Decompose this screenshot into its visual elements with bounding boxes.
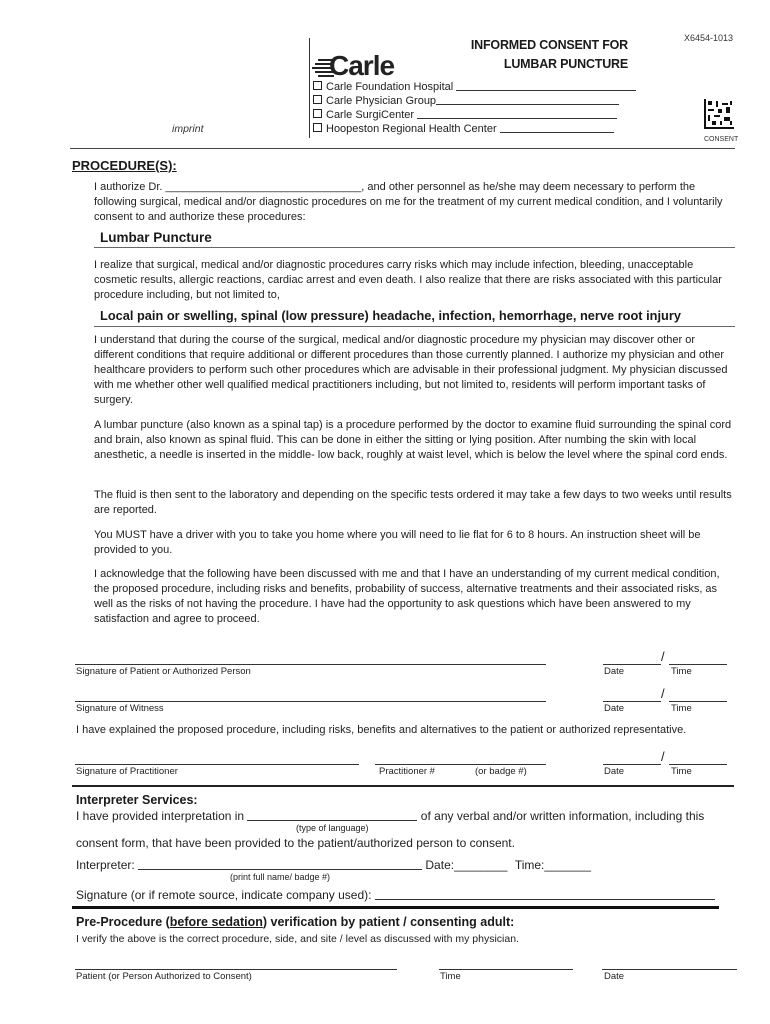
- paragraph-discover: I understand that during the course of the surgical, medical and/or diagnostic procedure my physician may discover other or different conditions that require additional or different procedures than those currently planned. I authorize my physician and other healthcare providers to perform such other procedures which are advisable in their professional judgment. My physician discussed with me whether other well qualified medical practitioners including, but not limited to, residents will perform important tasks of surgery.: [94, 334, 728, 406]
- facility-option[interactable]: Carle SurgiCenter: [313, 108, 636, 122]
- date-label: Date: [604, 703, 625, 714]
- time-label: Time: [671, 766, 692, 777]
- interpreter-signature-row: Signature (or if remote source, indicate company used):: [76, 888, 715, 902]
- procedures-heading: PROCEDURE(S):: [72, 158, 177, 173]
- interpreter-signature-input[interactable]: [375, 889, 715, 900]
- preprocedure-time-line[interactable]: [439, 969, 573, 970]
- practitioner-signature-label: Signature of Practitioner: [76, 766, 178, 777]
- name-hint: (print full name/ badge #): [230, 872, 331, 882]
- facility-option[interactable]: Carle Foundation Hospital: [313, 80, 636, 94]
- practitioner-time-line[interactable]: [669, 764, 727, 765]
- preprocedure-divider: [72, 906, 719, 909]
- date-time-slash: /: [661, 749, 665, 764]
- paragraph-laboratory: The fluid is then sent to the laboratory and depending on the specific tests ordered it may take a few days to two weeks until results are reported.: [94, 489, 732, 516]
- preprocedure-statement: I verify the above is the correct procedure, side, and site / level as discussed with my physician.: [76, 933, 519, 945]
- header-divider: [309, 38, 310, 138]
- witness-signature-line[interactable]: [75, 701, 546, 702]
- practitioner-date-line[interactable]: [603, 764, 661, 765]
- header-rule: [70, 148, 735, 149]
- witness-signature-label: Signature of Witness: [76, 703, 164, 714]
- badge-label: (or badge #): [475, 766, 527, 777]
- form-code: X6454-1013: [684, 33, 734, 43]
- facility-option[interactable]: Carle Physician Group: [313, 94, 636, 108]
- carle-logo-text: Carle: [329, 50, 395, 81]
- checkbox-icon[interactable]: [313, 123, 322, 132]
- patient-signature-label: Signature of Patient or Authorized Person: [76, 666, 251, 677]
- interpreter-heading: Interpreter Services:: [76, 793, 198, 807]
- time-label: Time: [440, 971, 461, 982]
- language-input[interactable]: [247, 810, 417, 821]
- interpreter-line1: I have provided interpretation in of any verbal and/or written information, including this: [76, 809, 705, 823]
- practitioner-number-label: Practitioner #: [379, 766, 435, 777]
- preprocedure-heading: Pre-Procedure (before sedation) verification by patient / consenting adult:: [76, 915, 515, 929]
- procedure-name-line: [94, 247, 735, 248]
- interpreter-time-field[interactable]: Time:_______: [514, 858, 592, 872]
- time-label: Time: [671, 703, 692, 714]
- interpreter-divider: [72, 785, 734, 787]
- date-label: Date: [604, 971, 625, 982]
- risks-intro: I realize that surgical, medical and/or diagnostic procedures carry risks which may include infection, bleeding, unacceptable cosmetic results, allergic reactions, cardiac arrest and even death. I also realize that there are risks associated with this particular procedure including, but not limited to,: [94, 259, 722, 301]
- facility-option[interactable]: Hoopeston Regional Health Center: [313, 122, 636, 136]
- preprocedure-date-line[interactable]: [602, 969, 737, 970]
- time-label: Time: [671, 666, 692, 677]
- patient-signature-line[interactable]: [75, 664, 546, 665]
- risks-list[interactable]: Local pain or swelling, spinal (low pressure) headache, infection, hemorrhage, nerve root injury: [100, 308, 681, 323]
- date-label: Date: [604, 666, 625, 677]
- paragraph-acknowledge: I acknowledge that the following have been discussed with me and that I have an understanding of my current medical condition, the proposed procedure, including risks and benefits, probability of success, alternative treatments and their associated risks, as well as the risks of not having the procedure. I have had the opportunity to ask questions which have been answered to my satisfaction and agree to proceed.: [94, 568, 720, 625]
- risks-list-line: [94, 326, 735, 327]
- barcode-label: CONSENT: [704, 136, 739, 143]
- checkbox-icon[interactable]: [313, 81, 322, 90]
- date-time-slash: /: [661, 649, 665, 664]
- patient-date-line[interactable]: [603, 664, 661, 665]
- interpreter-name-input[interactable]: [138, 859, 422, 870]
- patient-time-line[interactable]: [669, 664, 727, 665]
- preprocedure-patient-label: Patient (or Person Authorized to Consent): [76, 971, 252, 982]
- practitioner-number-line[interactable]: [375, 764, 546, 765]
- form-title-line1: INFORMED CONSENT FOR: [470, 38, 628, 52]
- interpreter-line2: consent form, that have been provided to the patient/authorized person to consent.: [76, 836, 515, 850]
- date-label: Date: [604, 766, 625, 777]
- paragraph-description: A lumbar puncture (also known as a spinal tap) is a procedure performed by the doctor to examine fluid surrounding the spinal cord and brain, also known as spinal fluid. This can be done in either the sitting or lying position. After numbing the skin with local anesthetic, a needle is inserted in the middle- low back, roughly at waist level, which is below the level where the spinal cord ends.: [94, 419, 732, 461]
- witness-date-line[interactable]: [603, 701, 661, 702]
- practitioner-signature-line[interactable]: [75, 764, 359, 765]
- practitioner-statement: I have explained the proposed procedure, including risks, benefits and alternatives to the patient or authorized representative.: [76, 724, 687, 736]
- checkbox-icon[interactable]: [313, 95, 322, 104]
- procedure-name[interactable]: Lumbar Puncture: [100, 230, 212, 245]
- authorize-text: I authorize Dr. ________________________________, and other personnel as he/she may deem necessary to perform the following surgical, medical and/or diagnostic procedures on me for the treatment of my current medical condition, and I voluntarily consent to and authorize these procedures:: [94, 181, 723, 223]
- paragraph-driver: You MUST have a driver with you to take you home where you will need to lie flat for 6 to 8 hours. An instruction sheet will be provided to you.: [94, 529, 701, 556]
- witness-time-line[interactable]: [669, 701, 727, 702]
- interpreter-name-row: Interpreter: Date:________ Time:_______: [76, 858, 592, 872]
- interpreter-date-field[interactable]: Date:________: [425, 858, 508, 872]
- date-time-slash: /: [661, 686, 665, 701]
- preprocedure-patient-line[interactable]: [75, 969, 397, 970]
- form-title-line2: LUMBAR PUNCTURE: [503, 57, 628, 71]
- imprint-label: imprint: [172, 123, 204, 135]
- facility-list: [313, 80, 636, 136]
- language-hint: (type of language): [296, 823, 369, 833]
- checkbox-icon[interactable]: [313, 109, 322, 118]
- datamatrix-barcode-icon: [704, 99, 734, 129]
- form-title: [470, 36, 628, 74]
